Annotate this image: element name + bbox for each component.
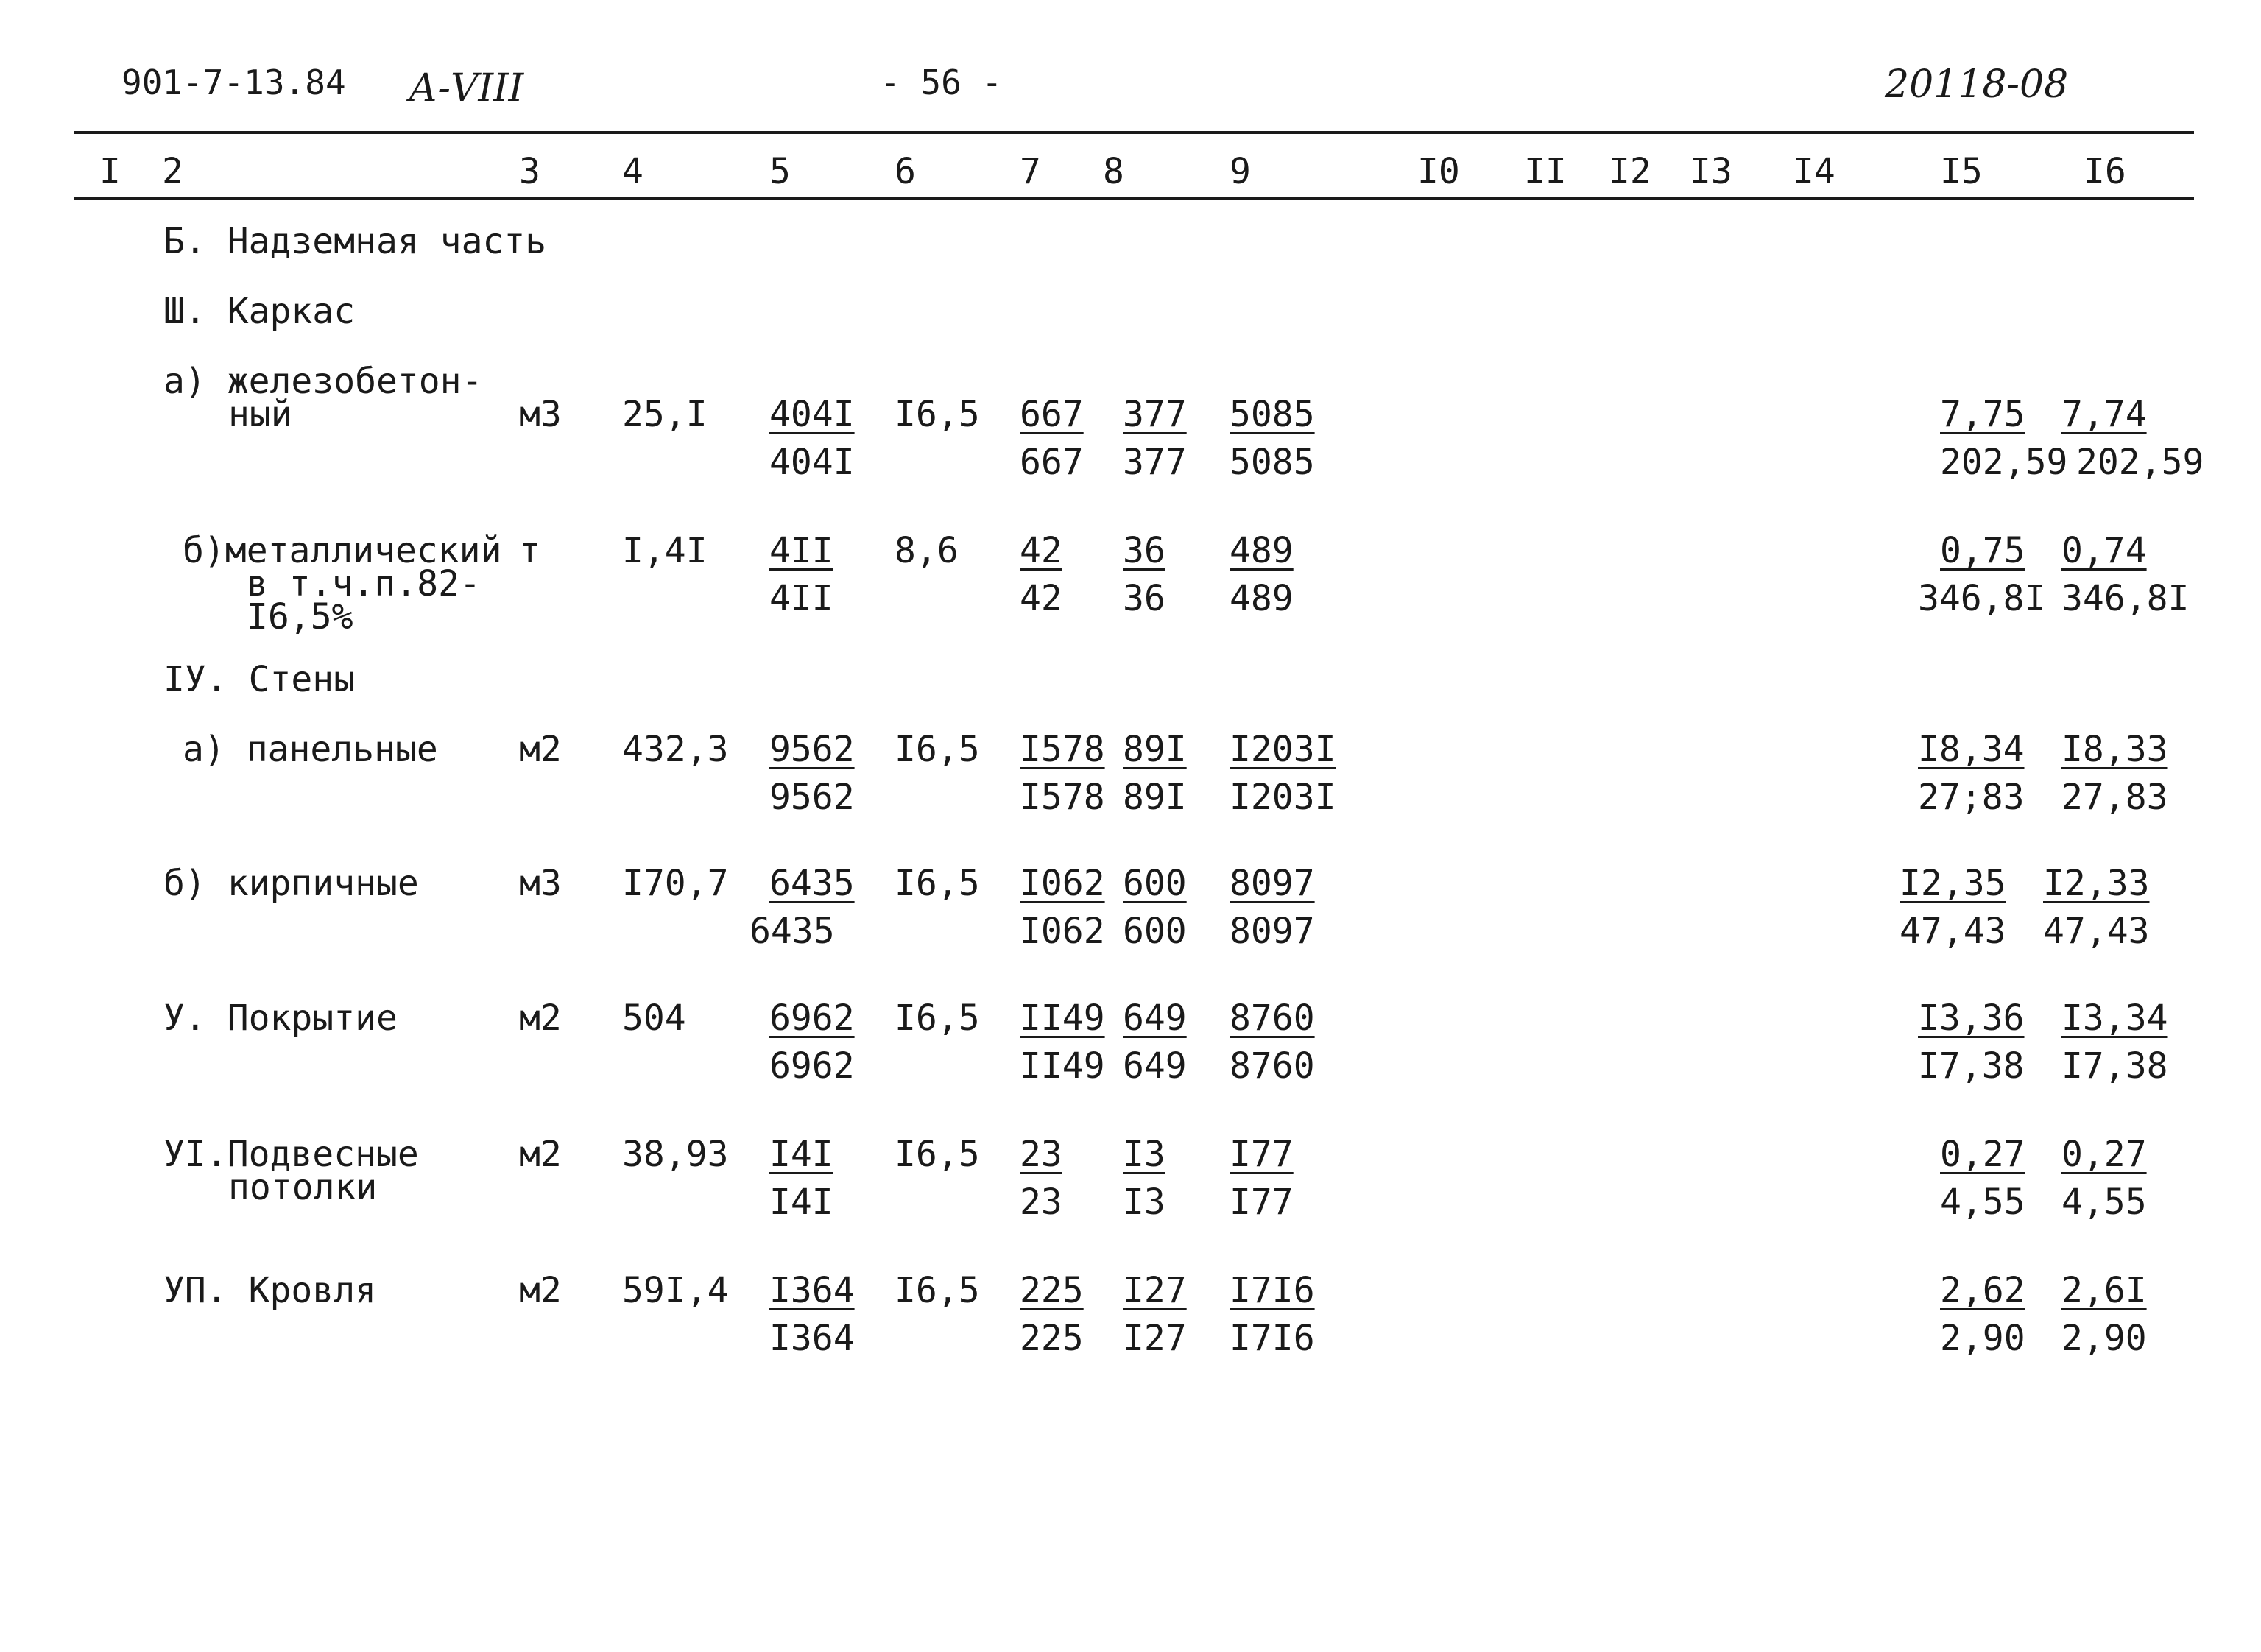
- row-name: б) кирпичные: [163, 863, 419, 904]
- unit: м2: [519, 1134, 562, 1175]
- inventory-number: 20118-08: [1885, 63, 2069, 107]
- col5-top: 9562: [769, 729, 855, 770]
- col7-bottom: 23: [1020, 1182, 1062, 1223]
- col8-top: I3: [1123, 1134, 1165, 1175]
- quantity: 59I,4: [622, 1270, 729, 1311]
- col-num-10: I0: [1417, 151, 1460, 192]
- col15-bottom: 202,59: [1940, 442, 2068, 483]
- col9-top: I7I6: [1230, 1270, 1315, 1311]
- col16-top: I8,33: [2061, 729, 2168, 770]
- col15-top: 7,75: [1940, 394, 2025, 435]
- album-code: А-VIII: [409, 66, 524, 110]
- col5-bottom: 4II: [769, 578, 833, 619]
- col15-bottom: 4,55: [1940, 1182, 2025, 1223]
- col16-bottom: 346,8I: [2061, 578, 2190, 619]
- col7-bottom: 667: [1020, 442, 1084, 483]
- col16-top: 0,74: [2061, 530, 2147, 571]
- col-num-8: 8: [1103, 151, 1124, 192]
- section-frame: Ш. Каркас: [163, 291, 356, 332]
- col9-bottom: 8097: [1230, 911, 1315, 952]
- col7-top: I062: [1020, 863, 1105, 904]
- unit: м2: [519, 998, 562, 1039]
- col8-bottom: 36: [1123, 578, 1165, 619]
- col7-bottom: 42: [1020, 578, 1062, 619]
- unit: м2: [519, 1270, 562, 1311]
- col-num-13: I3: [1690, 151, 1732, 192]
- row-name-cont: в т.ч.п.82-: [247, 563, 481, 604]
- col5-top: 6962: [769, 998, 855, 1039]
- col8-top: 600: [1123, 863, 1187, 904]
- col-num-11: II: [1524, 151, 1567, 192]
- col15-top: 2,62: [1940, 1270, 2025, 1311]
- col15-top: 0,75: [1940, 530, 2025, 571]
- col-num-2: 2: [162, 151, 183, 192]
- row-name: б)металлический: [183, 530, 502, 571]
- col9-bottom: 8760: [1230, 1045, 1315, 1087]
- col8-bottom: 89I: [1123, 777, 1187, 818]
- row-name-cont: потолки: [228, 1167, 378, 1208]
- col6: I6,5: [895, 863, 980, 904]
- col8-bottom: I3: [1123, 1182, 1165, 1223]
- col-num-16: I6: [2084, 151, 2126, 192]
- col6: I6,5: [895, 1134, 980, 1175]
- col7-bottom: I578: [1020, 777, 1105, 818]
- col16-bottom: 4,55: [2061, 1182, 2147, 1223]
- col16-bottom: 202,59: [2076, 442, 2204, 483]
- col7-bottom: II49: [1020, 1045, 1105, 1087]
- col-num-7: 7: [1020, 151, 1041, 192]
- unit: м3: [519, 863, 562, 904]
- section-part-b: Б. Надземная часть: [163, 221, 547, 262]
- row-name: а) железобетон-: [163, 361, 483, 402]
- col7-top: 225: [1020, 1270, 1084, 1311]
- col16-top: I3,34: [2061, 998, 2168, 1039]
- quantity: I70,7: [622, 863, 729, 904]
- doc-code: 901-7-13.84: [121, 63, 346, 102]
- col15-top: I2,35: [1900, 863, 2006, 904]
- col6: I6,5: [895, 729, 980, 770]
- col15-bottom: 47,43: [1900, 911, 2006, 952]
- row-name: У. Покрытие: [163, 998, 398, 1039]
- col8-top: 377: [1123, 394, 1187, 435]
- quantity: 38,93: [622, 1134, 729, 1175]
- col15-top: I8,34: [1918, 729, 2025, 770]
- row-name-cont2: I6,5%: [247, 596, 353, 638]
- col15-top: 0,27: [1940, 1134, 2025, 1175]
- col9-top: 5085: [1230, 394, 1315, 435]
- quantity: 25,I: [622, 394, 708, 435]
- col7-top: II49: [1020, 998, 1105, 1039]
- col9-bottom: 5085: [1230, 442, 1315, 483]
- col5-top: I4I: [769, 1134, 833, 1175]
- col8-top: 649: [1123, 998, 1187, 1039]
- col16-bottom: 47,43: [2043, 911, 2150, 952]
- col8-bottom: 649: [1123, 1045, 1187, 1087]
- col16-top: I2,33: [2043, 863, 2150, 904]
- col8-bottom: I27: [1123, 1318, 1187, 1359]
- col7-bottom: I062: [1020, 911, 1105, 952]
- col5-bottom: 6962: [769, 1045, 855, 1087]
- quantity: 504: [622, 998, 686, 1039]
- col9-top: 8760: [1230, 998, 1315, 1039]
- col5-bottom: I364: [769, 1318, 855, 1359]
- col6: I6,5: [895, 998, 980, 1039]
- col7-bottom: 225: [1020, 1318, 1084, 1359]
- col5-top: 404I: [769, 394, 855, 435]
- col9-bottom: I77: [1230, 1182, 1294, 1223]
- col9-top: I203I: [1230, 729, 1336, 770]
- col8-top: 89I: [1123, 729, 1187, 770]
- col5-top: 6435: [769, 863, 855, 904]
- col15-bottom: 346,8I: [1918, 578, 2046, 619]
- col16-bottom: I7,38: [2061, 1045, 2168, 1087]
- col7-top: 23: [1020, 1134, 1062, 1175]
- quantity: I,4I: [622, 530, 708, 571]
- row-name-cont: ный: [228, 394, 292, 435]
- col9-top: 489: [1230, 530, 1294, 571]
- col5-bottom: 6435: [749, 911, 835, 952]
- col-num-3: 3: [519, 151, 540, 192]
- col-num-1: I: [99, 151, 121, 192]
- col7-top: 42: [1020, 530, 1062, 571]
- col9-bottom: I7I6: [1230, 1318, 1315, 1359]
- col9-bottom: 489: [1230, 578, 1294, 619]
- col7-top: I578: [1020, 729, 1105, 770]
- row-name: а) панельные: [183, 729, 438, 770]
- col16-top: 7,74: [2061, 394, 2147, 435]
- col-num-15: I5: [1940, 151, 1983, 192]
- col6: I6,5: [895, 1270, 980, 1311]
- col15-bottom: 2,90: [1940, 1318, 2025, 1359]
- col8-bottom: 600: [1123, 911, 1187, 952]
- col9-top: I77: [1230, 1134, 1294, 1175]
- col5-bottom: 404I: [769, 442, 855, 483]
- col-num-14: I4: [1793, 151, 1835, 192]
- col16-bottom: 2,90: [2061, 1318, 2147, 1359]
- col5-top: 4II: [769, 530, 833, 571]
- col5-top: I364: [769, 1270, 855, 1311]
- header-bottom-rule: [74, 197, 2194, 200]
- col9-top: 8097: [1230, 863, 1315, 904]
- row-name: УП. Кровля: [163, 1270, 376, 1311]
- page-number: - 56 -: [880, 63, 1003, 102]
- row-name: УI.Подвесные: [163, 1134, 419, 1175]
- col8-top: 36: [1123, 530, 1165, 571]
- col15-top: I3,36: [1918, 998, 2025, 1039]
- col16-bottom: 27,83: [2061, 777, 2168, 818]
- section-walls: IУ. Стены: [163, 659, 356, 700]
- col16-top: 0,27: [2061, 1134, 2147, 1175]
- col6: I6,5: [895, 394, 980, 435]
- col-num-6: 6: [895, 151, 916, 192]
- col-num-12: I2: [1609, 151, 1651, 192]
- col-num-5: 5: [769, 151, 791, 192]
- unit: м3: [519, 394, 562, 435]
- unit: т: [519, 530, 540, 571]
- col16-top: 2,6I: [2061, 1270, 2147, 1311]
- col-num-4: 4: [622, 151, 643, 192]
- header-top-rule: [74, 131, 2194, 134]
- col8-bottom: 377: [1123, 442, 1187, 483]
- col5-bottom: 9562: [769, 777, 855, 818]
- col15-bottom: I7,38: [1918, 1045, 2025, 1087]
- col-num-9: 9: [1230, 151, 1251, 192]
- col8-top: I27: [1123, 1270, 1187, 1311]
- col9-bottom: I203I: [1230, 777, 1336, 818]
- col5-bottom: I4I: [769, 1182, 833, 1223]
- quantity: 432,3: [622, 729, 729, 770]
- col15-bottom: 27;83: [1918, 777, 2025, 818]
- unit: м2: [519, 729, 562, 770]
- col6: 8,6: [895, 530, 959, 571]
- col7-top: 667: [1020, 394, 1084, 435]
